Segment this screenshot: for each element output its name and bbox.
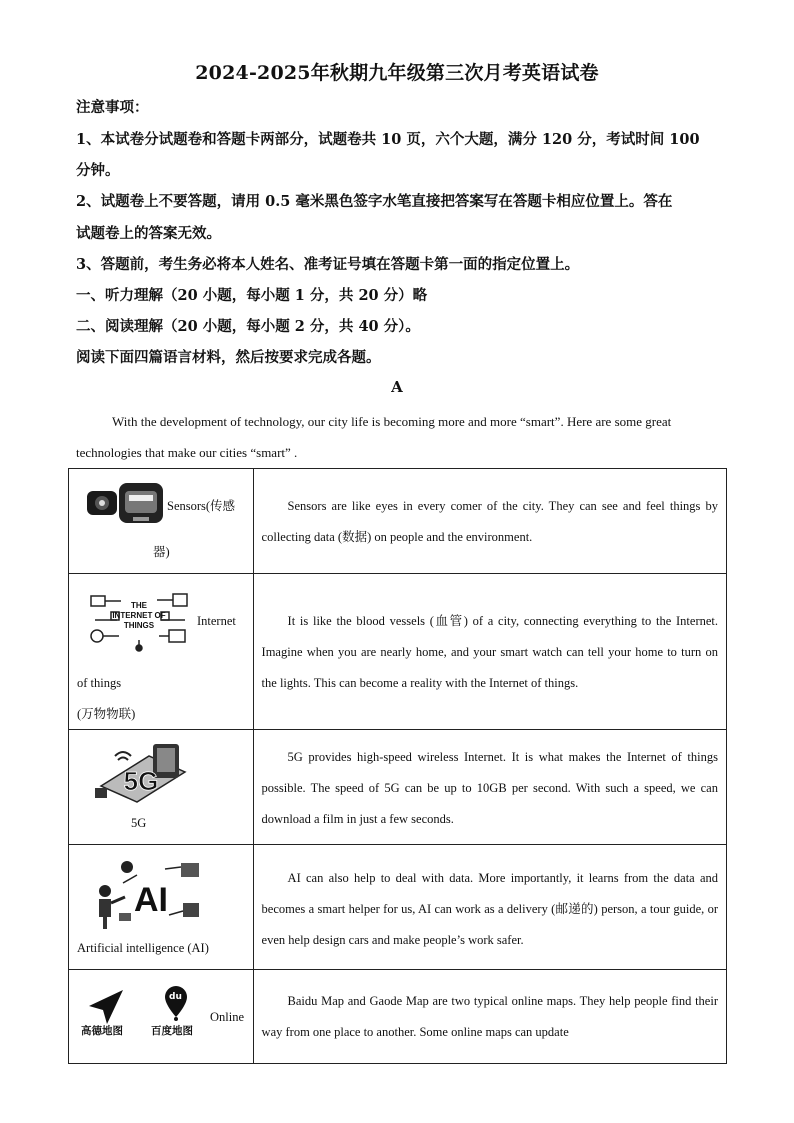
table-cell-label bbox=[69, 970, 254, 1064]
table-row bbox=[69, 730, 727, 845]
artificial-intelligence-icon bbox=[93, 859, 203, 931]
section-reading: 二、阅读理解（20 小题，每小题 2 分，共 40 分）。 bbox=[76, 318, 420, 335]
row-description: Baidu Map and Gaode Map are two typical online maps. They help people find their way from one place to another. Some online maps can update bbox=[261, 994, 718, 1039]
table-cell-description bbox=[253, 574, 726, 730]
table-cell-description bbox=[253, 845, 726, 970]
table-row bbox=[69, 574, 727, 730]
page-title: 2024-2025年秋期九年级第三次月考英语试卷 bbox=[195, 62, 599, 84]
svg-text:5G: 5G bbox=[123, 766, 159, 796]
note-item-2-line-2: 试题卷上的答案无效。 bbox=[76, 225, 221, 242]
row-label-part-2: of things bbox=[77, 676, 122, 690]
row-description: It is like the blood vessels (血管) of a city, connecting everything to the Internet. Imagine when you are nearly home, and your smart watch can tell your home to turn on the lights. This can become a reality with the Internet of things. bbox=[261, 614, 718, 690]
table-row bbox=[69, 845, 727, 970]
table-cell-label bbox=[69, 730, 254, 845]
5g-network-icon bbox=[93, 742, 193, 808]
svg-text:AI: AI bbox=[134, 881, 168, 919]
table-row bbox=[69, 970, 727, 1064]
row-label-part-3: (万物物联) bbox=[77, 707, 136, 721]
table-row bbox=[69, 469, 727, 574]
gaode-map-logo-label: 高德地图 bbox=[81, 1025, 123, 1037]
row-label-part-1: Online bbox=[210, 1010, 245, 1024]
passage-label: A bbox=[391, 378, 403, 396]
table-cell-description bbox=[253, 970, 726, 1064]
svg-text:INTERNET OF: INTERNET OF bbox=[112, 611, 166, 620]
note-item-3: 3、答题前，考生务必将本人姓名、准考证号填在答题卡第一面的指定位置上。 bbox=[76, 256, 580, 273]
row-label-part-1: Internet bbox=[197, 614, 236, 628]
row-label-part-1: Artificial intelligence (AI) bbox=[77, 941, 209, 955]
technology-table bbox=[68, 468, 727, 1064]
table-cell-description bbox=[253, 730, 726, 845]
baidu-map-logo-label: 百度地图 bbox=[151, 1025, 193, 1037]
passage-intro-line-2: technologies that make our cities “smart” . bbox=[76, 445, 298, 460]
svg-text:THINGS: THINGS bbox=[123, 621, 155, 630]
internet-of-things-icon bbox=[87, 590, 191, 652]
table-cell-description bbox=[253, 469, 726, 574]
sensor-device-icon bbox=[85, 479, 167, 527]
passage-intro-line-1: With the development of technology, our city life is becoming more and more “smart”. Here are some great bbox=[112, 414, 672, 429]
row-description: Sensors are like eyes in every comer of the city. They can see and feel things by collecting data (数据) on people and the environment. bbox=[261, 499, 718, 544]
note-item-2-line-1: 2、试题卷上不要答题，请用 0.5 毫米黑色签字水笔直接把答案写在答题卡相应位置上。答在 bbox=[76, 193, 673, 210]
row-description: 5G provides high-speed wireless Internet. It is what makes the Internet of things possible. The speed of 5G can be up to 10GB per second. With such a speed, we can download a film in just a few seconds. bbox=[261, 750, 718, 826]
note-item-1-line-1: 1、本试卷分试题卷和答题卡两部分，试题卷共 10 页，六个大题，满分 120 分，考试时间 100 bbox=[76, 131, 700, 148]
reading-instruction: 阅读下面四篇语言材料，然后按要求完成各题。 bbox=[76, 349, 381, 366]
row-label-part-2: 器) bbox=[153, 545, 170, 559]
note-item-1-line-2: 分钟。 bbox=[76, 162, 120, 179]
row-description: AI can also help to deal with data. More importantly, it learns from the data and becomes a smart helper for us, AI can work as a delivery (邮递的) person, a tour guide, or even help design cars and make people’s work safer. bbox=[261, 871, 718, 947]
section-listening: 一、听力理解（20 小题，每小题 1 分，共 20 分）略 bbox=[76, 287, 428, 304]
row-label-part-1: Sensors(传感 bbox=[167, 499, 236, 513]
table-cell-label bbox=[69, 574, 254, 730]
notes-heading: 注意事项： bbox=[76, 99, 149, 116]
baidu-logo-mark: du bbox=[169, 992, 182, 1002]
row-label-part-1: 5G bbox=[131, 816, 147, 830]
table-cell-label bbox=[69, 845, 254, 970]
table-cell-label bbox=[69, 469, 254, 574]
svg-text:THE: THE bbox=[131, 601, 147, 610]
